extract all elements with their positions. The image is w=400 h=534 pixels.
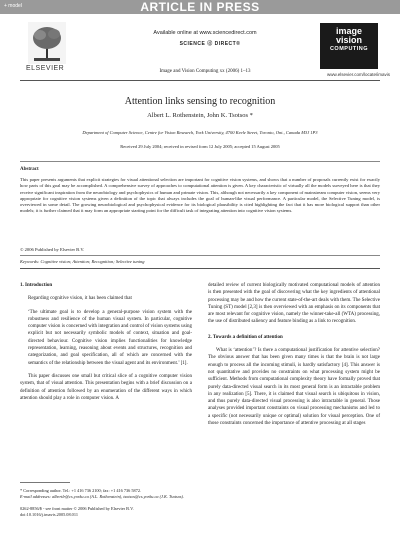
abstract-text: This paper presents arguments that explicit strategies for visual attentional selection are important for cognitive vision systems, and shows that a number of proposals currently exist for exactly how parts of this goal may be accomplished. A comprehensive survey of approaches to computational attention is given. A key characteristic of virtually all the models surveyed here is that they receive significant inspiration from the neurobiology and psychophysics of human and primate vision. This, although not necessarily a key component of mainstream computer vision, seems very appropriate for cognitive vision systems given a definition of the topic that always includes the goal of human-like visual performance. A particular model, the Selective Tuning model, is overviewed in some detail. The growing neurobiological and psychophysical evidence for its biological plausibility is cited highlighting the fact that it has more biological support than other models; it is further claimed that it may form an appropriate starting point for the difficult task of integrating attention into cognitive vision systems.	[20, 177, 380, 214]
footnote-email[interactable]: E-mail addresses: albertlr@cs.yorku.ca (A.L. Rothenstein), tsotsos@cs.yorku.ca (J.K. Tsotsos).	[20, 493, 185, 499]
journal-logo-image: image	[335, 26, 362, 36]
issn-line: 0262-8856/$ - see front matter © 2006 Published by Elsevier B.V.	[20, 506, 134, 511]
abstract-divider-top	[20, 161, 380, 162]
intro-paragraph-2: This paper discusses one small but critical slice of a cognitive computer vision system, that of visual attention. This presentation begins with a brief discussion on a definition of attention followed by an enumeration of the different ways in which attention should play a role in computer vision. A	[20, 373, 192, 401]
copyright: © 2006 Published by Elsevier B.V.	[20, 247, 85, 252]
journal-url[interactable]: www.elsevier.com/locate/imavis	[326, 72, 390, 77]
footnote-correspondence	[20, 488, 192, 500]
available-online: Available online at www.sciencedirect.com	[153, 30, 257, 36]
right-paragraph-2: What is ‘attention’? Is there a computational justification for attentive selection? The obvious answer that has been given many times is that the brain is not large enough to process all the incoming stimuli, is hardly satisfactory [4]. This answer is not quantitative and provides no constraints on what processing system might be sufficient. Methods from computational complexity theory have formally proved that purely data-directed visual search in its most general form is an intractable problem in any realization [5]. There, it is claimed that visual search is ubiquitous in vision, and thus purely data-directed visual processing is also intractable in general. Those analyses provided important constraints on visual processing mechanisms and led to a specific (not necessarily unique or optimal) solution for visual perception. One of those constraints concerned the importance of attentive processing at all stages	[208, 348, 380, 427]
in-press-label: ARTICLE IN PRESS	[140, 0, 260, 14]
section-heading-introduction: 1. Introduction	[20, 283, 53, 288]
abstract-heading: Abstract	[20, 167, 39, 172]
left-column	[20, 282, 192, 406]
elsevier-tree-logo-icon	[28, 22, 66, 64]
article-title: Attention links sensing to recognition	[124, 96, 276, 107]
journal-logo	[320, 23, 378, 69]
author-affiliation: Department of Computer Science, Centre for Vision Research, York University, 4700 Keele Street, Toronto, Ont., Canada M3J 1P3	[82, 130, 318, 135]
keywords: Keywords: Cognitive vision; Attention; Recognition; Selective tuning	[20, 259, 145, 264]
article-authors: Albert L. Rothenstein, John K. Tsotsos *	[147, 112, 253, 119]
article-in-press-banner	[0, 0, 400, 14]
sciencedirect-logo: SCIENCE ⓓ DIRECT®	[179, 41, 241, 47]
header-divider	[20, 80, 380, 81]
journal-citation: Image and Vision Computing xx (2006) 1–13	[159, 69, 251, 74]
footnote-front-matter	[20, 506, 192, 518]
model-tag: + model	[4, 3, 22, 9]
intro-paragraph-1: Regarding cognitive vision, it has been claimed that	[28, 296, 132, 302]
journal-logo-computing: COMPUTING	[329, 46, 369, 52]
body-divider	[20, 268, 380, 269]
right-column	[208, 282, 380, 431]
footnote-contact: * Corresponding author. Tel.: +1 416 736 2100; fax: +1 416 736 5872.	[20, 488, 142, 493]
received-dates: Received 29 July 2004; received in revised form 12 July 2005; accepted 15 August 2005	[120, 144, 280, 149]
publisher-name: ELSEVIER	[26, 65, 65, 72]
doi-line[interactable]: doi:10.1016/j.imavis.2005.08.011	[20, 511, 78, 517]
right-paragraph-1: detailed review of current biologically motivated computational models of attention is then presented with the goal of discovering what the key ingredients of attentional processing may be and how the current state-of-the-art deals with them. The Selective Tuning (ST) model [2,3] is then overviewed with an emphasis on its components that are most relevant for cognitive vision, namely the winner-take-all (WTA) processing, the use of distributed saliency and feature binding as a link to recognition.	[208, 283, 380, 325]
section-heading-definition: 2. Towards a definition of attention	[208, 334, 283, 340]
footnote-rule	[20, 482, 70, 483]
keywords-divider	[20, 255, 380, 256]
journal-logo-vision: vision	[335, 35, 362, 45]
block-quote: ‘The ultimate goal is to develop a general-purpose vision system with the robustness and resilience of the human visual system. In particular, cognitive computer vision is concerned with integration and control of vision systems using explicit but not necessarily symbolic models of context, situation and goal-directed behaviour. Cognitive vision implies functionalities for knowledge representation, learning, reasoning about events and structures, recognition and categorization, and goal specification, all of which are concerned with the semantics of the relationship between the visual agent and its environment.’ [1].	[28, 309, 192, 366]
